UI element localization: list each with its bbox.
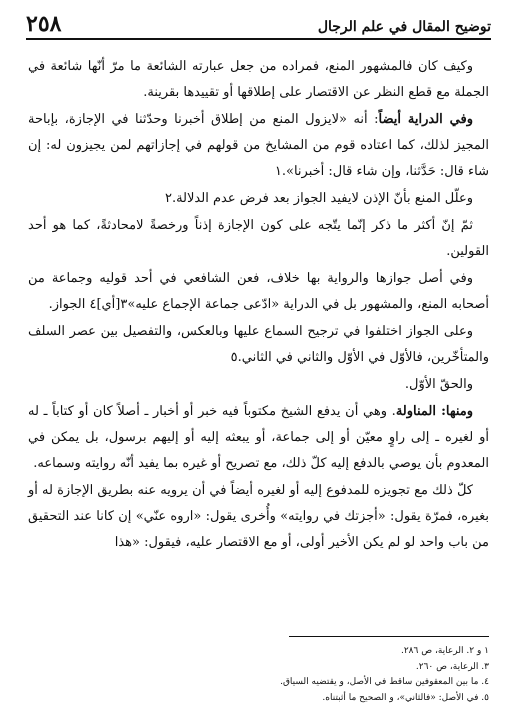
- paragraph: وعلّل المنع بأنّ الإذن لايفيد الجواز بعد فرض عدم الدلالة.٢: [164, 191, 473, 206]
- paragraph: وفي الدراية أيضاً: أنه «لايزول المنع من إطلاق أخبرنا وحدّثنا في الإجازة، بإباحة المجيز لذلك، كما اعتاده قوم من المشايخ من قولهم في إجازاتهم لمن يجيزون له: إن شاء قال: حَدَّثنا، وإن شاء قال: أخبرنا».١: [28, 112, 489, 179]
- paragraph: ثمّ إنّ أكثر ما ذكر إنّما يتّجه على كون الإجازة إذناً ورخصةً لامحادثةً، كما هو أحد القولين.: [28, 218, 489, 259]
- running-header: [26, 10, 491, 40]
- paragraph: كلّ ذلك مع تجويزه للمدفوع إليه أو لغيره أيضاً في أن يرويه عنه بطريق الإجازة له أو بغيره، فمرّة يقول: «أجزتك في روايته» وأُخرى يقول: «اروه عنّي» إن كانا عند التحقيق من باب واحد لو لم يكن الأخير أولى، أو مع الاقتصار عليه، فيقول: «هذا: [28, 483, 489, 550]
- footnotes: [28, 644, 489, 706]
- footnote: ٥. في الأصل: «فالثاني»، و الصحيح ما أثبتناه.: [322, 692, 489, 703]
- body-text: [28, 54, 489, 557]
- paragraph: وكيف كان فالمشهور المنع، فمراده من جعل عبارته الشائعة ما مرّ أنّها شائعة في الجملة مع قطع النظر عن الاقتصار على إطلاقها أو تقييدها بقرينة.: [28, 59, 489, 100]
- footnote-separator: [289, 636, 489, 637]
- footnote: ٣. الرعاية، ص ٢٦٠.: [415, 661, 489, 672]
- bold-lead: وفي الدراية أيضاً: [378, 112, 473, 127]
- paragraph: ومنها: المناولة. وهي أن يدفع الشيخ مكتوباً فيه خبر أو أخبار ـ أصلاً كان أو كتاباً ـ له أو لغيره ـ إلى راوٍ معيّن أو إلى جماعة، أو يبعثه إليه أو إليهم برسول، بل يمكن في المعدوم بأن يوصي بالدفع إليه كلّ ذلك، مع تصريح أو غيره بما يفيد أنّه روايته وسماعه.: [28, 404, 489, 471]
- footnote: ٤. ما بين المعقوفين ساقط في الأصل، و يقتضيه السياق.: [280, 677, 489, 687]
- paragraph: والحقّ الأوّل.: [404, 377, 473, 392]
- paragraph: وعلى الجواز اختلفوا في ترجيح السماع عليها وبالعكس، والتفصيل بين عصر السلف والمتأخّرين، فالأوّل في الأوّل والثاني في الثاني.٥: [28, 324, 489, 365]
- bold-lead: ومنها: المناولة: [395, 404, 473, 419]
- paragraph: وفي أصل جوازها والرواية بها خلاف، فعن الشافعي في أحد قوليه وجماعة من أصحابه المنع، والمشهور بل في الدراية «ادّعى جماعة الإجماع عليه»٣[أي]٤ الجواز.: [28, 271, 489, 312]
- book-title: توضيح المقال في علم الرجال: [317, 19, 491, 35]
- footnote: ١ و ٢. الرعاية، ص ٢٨٦.: [400, 646, 489, 656]
- page-number: ٢٥٨: [26, 11, 62, 37]
